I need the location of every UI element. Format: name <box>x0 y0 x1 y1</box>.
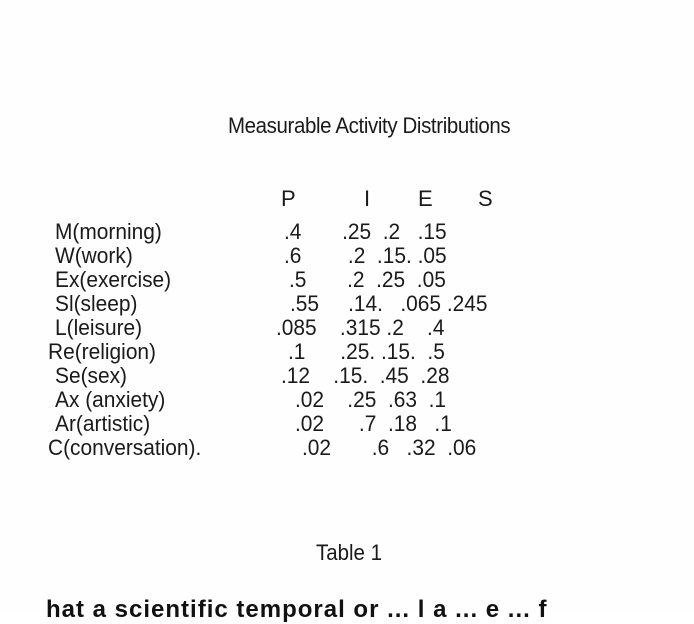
row-values-conversation: .02 .6 .32 .06 <box>302 435 477 460</box>
row-label-anxiety: Ax (anxiety) <box>55 387 166 412</box>
row-values-work: .6 .2 .15. .05 <box>284 243 447 268</box>
row-values-sleep: .55 .14. .065 .245 <box>290 291 488 316</box>
row-label-leisure: L(leisure) <box>55 315 143 340</box>
column-header-p: P <box>281 186 296 211</box>
row-label-religion: Re(religion) <box>48 339 157 364</box>
row-label-exercise: Ex(exercise) <box>55 267 172 292</box>
row-values-morning: .4 .25 .2 .15 <box>284 219 447 244</box>
cutoff-body-text: hat a scientific temporal or ... l a ... e ... f <box>46 596 548 623</box>
row-values-sex: .12 .15. .45 .28 <box>281 363 450 388</box>
row-values-artistic: .02 .7 .18 .1 <box>295 411 452 436</box>
table-caption: Table 1 <box>316 540 382 565</box>
row-label-morning: M(morning) <box>55 219 162 244</box>
table-title: Measurable Activity Distributions <box>228 113 511 138</box>
row-values-exercise: .5 .2 .25 .05 <box>289 267 446 292</box>
row-label-artistic: Ar(artistic) <box>55 411 151 436</box>
row-values-leisure: .085 .315 .2 .4 <box>276 315 445 340</box>
row-label-sex: Se(sex) <box>55 363 128 388</box>
column-header-e: E <box>418 186 433 211</box>
row-values-anxiety: .02 .25 .63 .1 <box>295 387 447 412</box>
row-label-work: W(work) <box>55 243 133 268</box>
column-header-s: S <box>478 186 493 211</box>
row-label-sleep: Sl(sleep) <box>55 291 138 316</box>
row-values-religion: .1 .25. .15. .5 <box>288 339 445 364</box>
row-label-conversation: C(conversation). <box>48 435 202 460</box>
column-header-i: I <box>364 186 371 211</box>
